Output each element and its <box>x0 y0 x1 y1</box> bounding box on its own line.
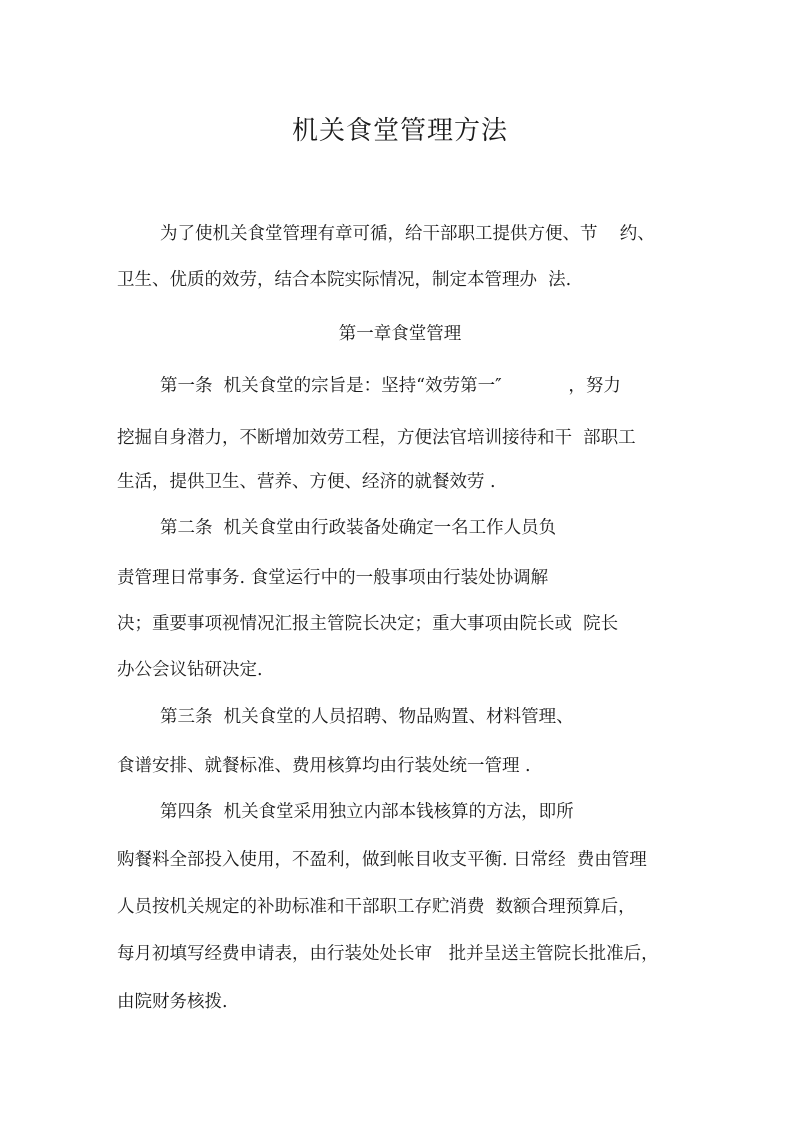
article2-line-1: 第二条 机关食堂由行政装备处确定一名工作人员负 <box>160 518 557 538</box>
article4-line-3: 人员按机关规定的补助标准和干部职工存贮消费 数额合理预算后， <box>117 897 636 917</box>
article1-line-3: 生活，提供卫生、营养、方便、经济的就餐效劳 . <box>117 472 496 492</box>
article2-line-4: 办公会议钻研决定. <box>117 660 263 680</box>
document-title: 机关食堂管理方法 <box>291 116 508 146</box>
intro-line-2: 卫生、优质的效劳，结合本院实际情况，制定本管理办 法. <box>117 270 572 290</box>
article3-line-2: 食谱安排、就餐标准、费用核算均由行装处统一管理 . <box>117 756 531 776</box>
article1-line-2: 挖掘自身潜力，不断增加效劳工程，方便法官培训接待和干 部职工 <box>117 428 636 448</box>
article4-line-4: 每月初填写经费申请表，由行装处处长审 批并呈送主管院长批准后， <box>117 944 659 964</box>
article1-line-1: 第一条 机关食堂的宗旨是：坚持“效劳第一″ ，努力 <box>160 376 621 396</box>
intro-line-1: 为了使机关食堂管理有章可循，给干部职工提供方便、节 约、 <box>160 224 655 244</box>
article2-line-2: 责管理日常事务. 食堂运行中的一般事项由行装处协调解 <box>117 568 549 588</box>
article4-line-5: 由院财务核拨. <box>117 992 228 1012</box>
article2-line-3: 决；重要事项视情况汇报主管院长决定；重大事项由院长或 院长 <box>117 614 619 634</box>
article4-line-1: 第四条 机关食堂采用独立内部本钱核算的方法，即所 <box>160 802 574 822</box>
article4-line-2: 购餐料全部投入使用，不盈利，做到帐目收支平衡. 日常经 费由管理 <box>117 850 647 870</box>
chapter-heading: 第一章食堂管理 <box>338 324 462 344</box>
article3-line-1: 第三条 机关食堂的人员招聘、物品购置、材料管理、 <box>160 707 574 727</box>
